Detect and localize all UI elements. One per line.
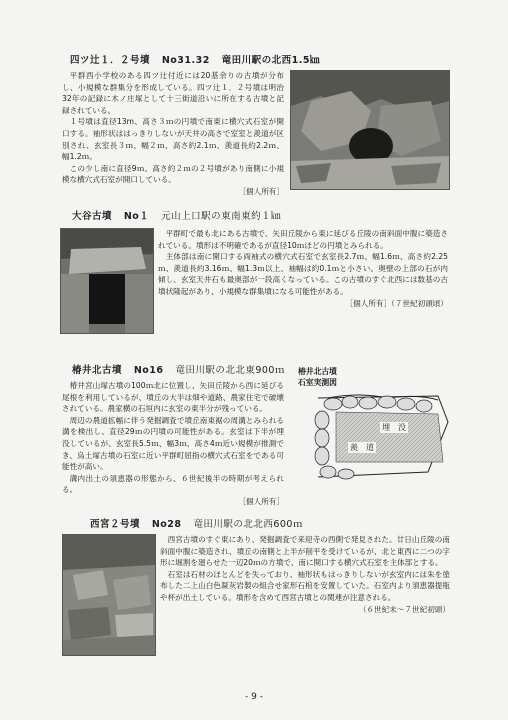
section-heading [72, 208, 281, 222]
page-number: - 9 - [245, 692, 263, 702]
section-number: No１ [123, 211, 150, 222]
figure-title [298, 366, 337, 388]
section-title: 大谷古墳 [72, 211, 113, 222]
paragraph: 椿井宮山塚古墳の100ｍ北に位置し、矢田丘陵から西に延びる尾根を利用しているが、墳丘の大半は畑や道路、農家住宅で破壊されている。農家横の石垣内に玄室の東半分が残っている。 [62, 381, 284, 414]
figure-title-line: 石室実測図 [298, 378, 337, 387]
section-location: 元山上口駅の東南東約１㎞ [161, 211, 282, 222]
paragraph: 平群西小学校のある四ツ辻付近には20基余りの古墳が分布し、小規模な群集分を形成している。四ツ辻１．２号墳は明治32年の記録に木ノ庄塚として十三街道沿いに所在する古墳と記録されている。 [62, 71, 284, 115]
paragraph: 周辺の農道拡幅に伴う発掘調査で墳丘南東裾の周溝とみられる溝を検出し、直径29ｍの円墳の可能性がある。玄室は下半が埋没しているが、玄室長5.5ｍ、幅3ｍ、高さ4ｍ近い規模が推測でき、烏土塚古墳の石室に近い平群町屈指の横穴式石室をである可能性が高い。 [62, 415, 284, 472]
section-location: 竜田川駅の北北西600ｍ [193, 519, 303, 530]
paragraph: 石室は石材のほとんどを失っており、袖形状もはっきりしないが玄室内には朱を塗布した二上山白色凝灰岩製の組合せ家形石棺を安置していた。石室内より須恵器提瓶や杯が出土している。墳形を含めて西宮古墳との関連が注意される。 [160, 569, 450, 602]
paragraph: 平群町で最も北にある古墳で、矢田丘陵から東に延びる丘陵の南斜面中腹に築造されている。墳形は不明確であるが直径10ｍほどの円墳とみられる。 [158, 229, 448, 250]
paragraph: １号墳は直径13m、高さ３ｍの円墳で南東に横穴式石室が開口する。袖形状ははっきりしないが天井の高さで室室と羨道が区別され、玄室長３ｍ、幅２ｍ、高さ約2.1ｍ、羨道長約2.2ｍ、幅1.2ｍ。 [62, 117, 284, 162]
section-title: 椿井北古墳 [72, 365, 123, 376]
tomb-photo [290, 70, 450, 190]
buried-label: 埋 没 [382, 423, 406, 432]
paragraph: 主体部は南に開口する両袖式の横穴式石室で玄室長2.7ｍ、幅1.6ｍ、高さ約2.25ｍ、羨道長約3.16ｍ、幅1.3ｍ以上、袖幅は約0.1ｍと小さい。奥壁の上部の石が内傾し、玄室天井石も最奥部が一段高くなっている。この古墳のすぐ北西には数基の古墳状隆起があり、小規模な群集墳になる可能性がある。 [158, 252, 448, 296]
date-note: （６世紀末～７世紀初頭） [358, 604, 450, 614]
ownership-note: ［個人所有］ [238, 186, 284, 196]
stone-chamber-plan [288, 392, 458, 488]
passage-label: 羨 道 [350, 443, 374, 452]
section-number: No31.32 [161, 55, 210, 66]
section-heading [70, 52, 320, 66]
paragraph: この少し南に直径9ｍ、高さ約２ｍの２号墳があり南側に小規模な横穴式石室が開口している。 [62, 163, 284, 185]
ownership-note: ［個人所有］（７世紀初頭頃） [345, 298, 448, 308]
paragraph: 溝内出土の須恵器の形態から、６世紀後半の時期が考えられる。 [62, 473, 284, 495]
section-heading [90, 516, 303, 530]
section-body [62, 70, 284, 198]
tomb-photo [60, 228, 154, 334]
section-number: No16 [133, 365, 164, 376]
section-location: 竜田川駅の北北東900ｍ [175, 365, 285, 376]
tomb-photo [62, 534, 156, 656]
section-body [158, 228, 448, 309]
paragraph: 西宮古墳のすぐ東にあり、発掘調査で来迎寺の西側で発見された。廿日山丘陵の南斜面中腹に築造され、墳丘の南側と上半が削平を受けているが、北と東西に二つの字形に堀割を廻らせた一辺20ｍの方墳で、南に開口する横穴式石室を主体部とする。 [160, 535, 450, 568]
section-title: 西宮２号墳 [90, 519, 141, 530]
section-number: No28 [151, 519, 182, 530]
section-body [62, 380, 284, 508]
section-title: 四ツ辻１．２号墳 [70, 55, 151, 66]
figure-title-line: 椿井北古墳 [298, 367, 337, 376]
section-location: 竜田川駅の北西1.5㎞ [221, 55, 321, 66]
section-heading [72, 362, 285, 376]
ownership-note: ［個人所有］ [238, 496, 284, 506]
section-body [160, 534, 450, 615]
